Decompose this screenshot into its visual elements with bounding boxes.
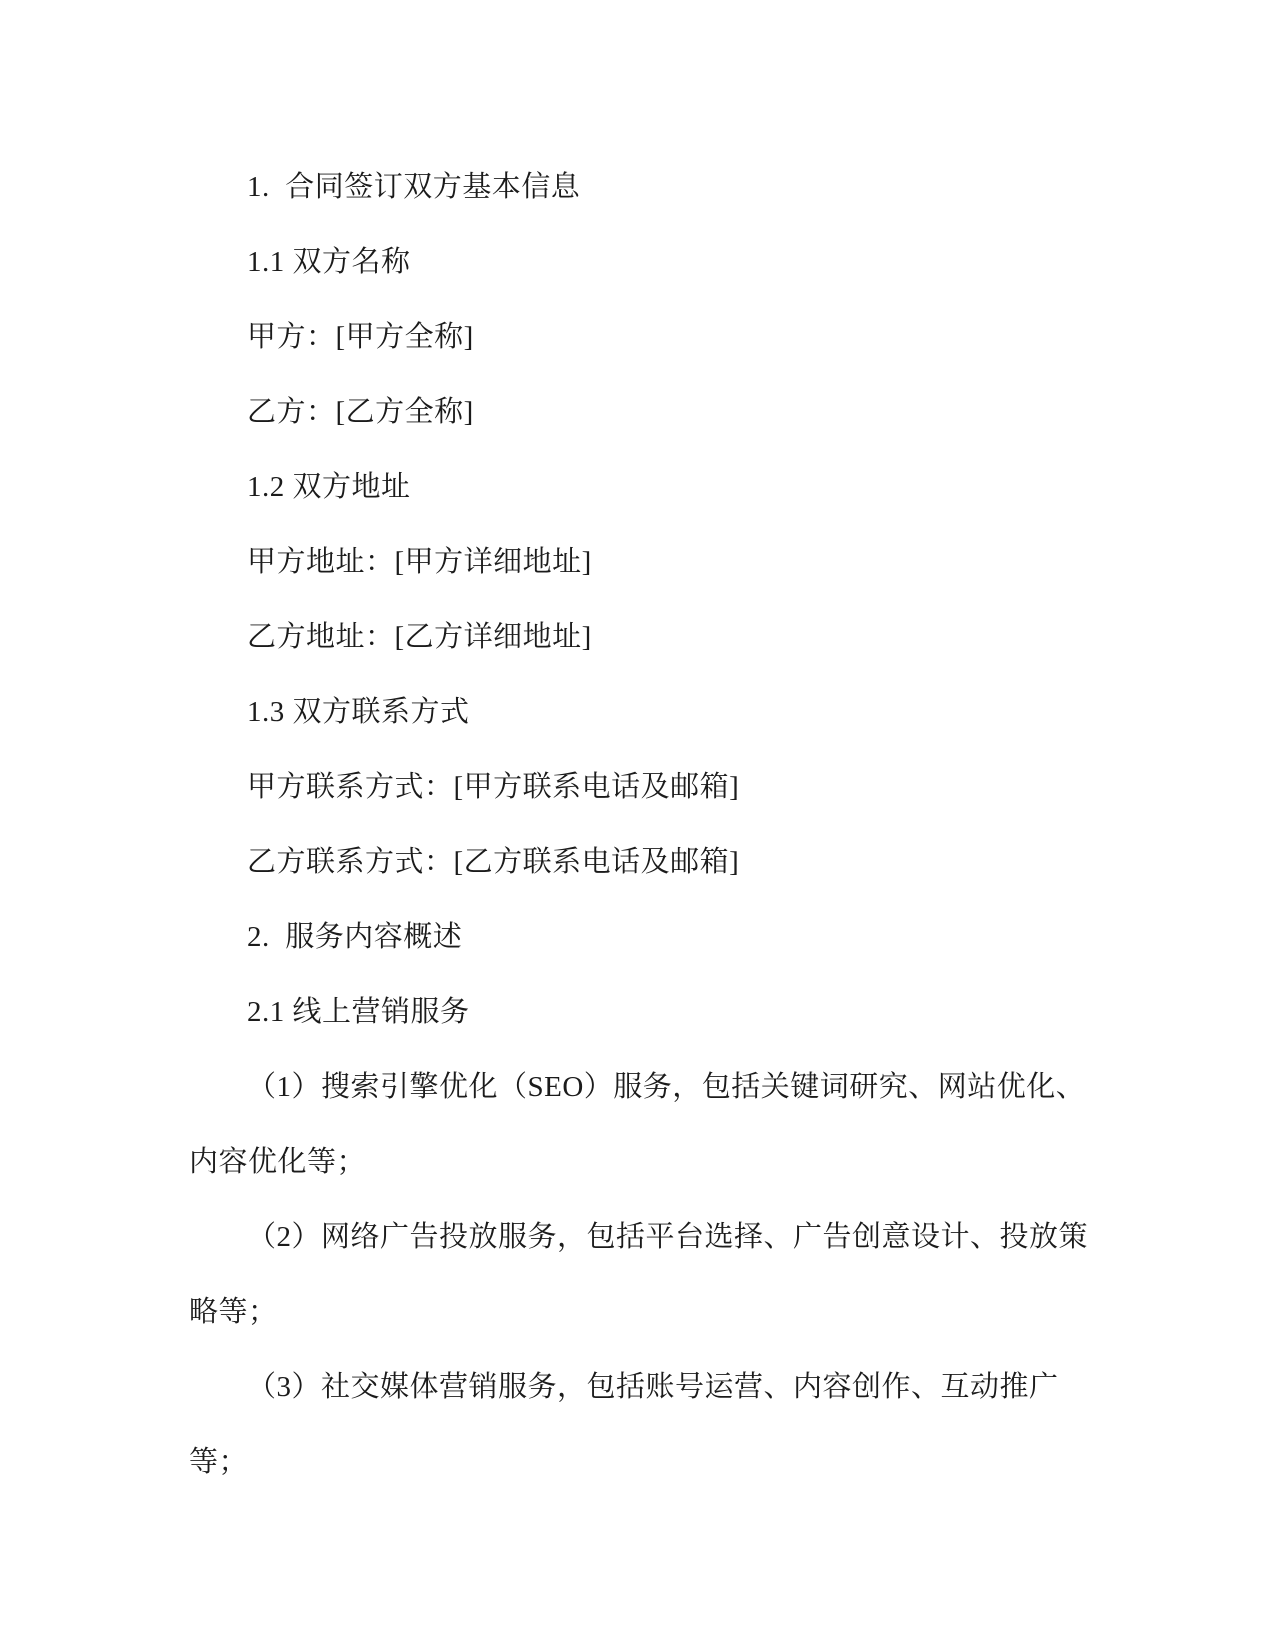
service-item-2-line-2: 略等；	[189, 1296, 278, 1328]
party-b-contact-line: 乙方联系方式：[乙方联系电话及邮箱]	[247, 846, 740, 878]
service-item-3-line-1: （3）社交媒体营销服务，包括账号运营、内容创作、互动推广	[247, 1371, 1059, 1403]
party-a-name-line: 甲方：[甲方全称]	[247, 321, 474, 353]
party-a-address-line: 甲方地址：[甲方详细地址]	[247, 546, 592, 578]
service-item-1-line-2: 内容优化等；	[189, 1146, 367, 1178]
heading-2-1-online-marketing: 2.1 线上营销服务	[247, 996, 470, 1028]
service-item-2-line-1: （2）网络广告投放服务，包括平台选择、广告创意设计、投放策	[247, 1221, 1089, 1253]
service-item-1-line-1: （1）搜索引擎优化（SEO）服务，包括关键词研究、网站优化、	[247, 1071, 1086, 1103]
heading-section-2: 2. 服务内容概述	[247, 921, 463, 953]
party-a-contact-line: 甲方联系方式：[甲方联系电话及邮箱]	[247, 771, 740, 803]
heading-section-1: 1. 合同签订双方基本信息	[247, 171, 581, 203]
heading-1-3-contacts: 1.3 双方联系方式	[247, 696, 470, 728]
heading-1-1-party-names: 1.1 双方名称	[247, 246, 411, 278]
service-item-3-line-2: 等；	[189, 1446, 249, 1478]
party-b-address-line: 乙方地址：[乙方详细地址]	[247, 621, 592, 653]
heading-1-2-addresses: 1.2 双方地址	[247, 471, 411, 503]
party-b-name-line: 乙方：[乙方全称]	[247, 396, 474, 428]
